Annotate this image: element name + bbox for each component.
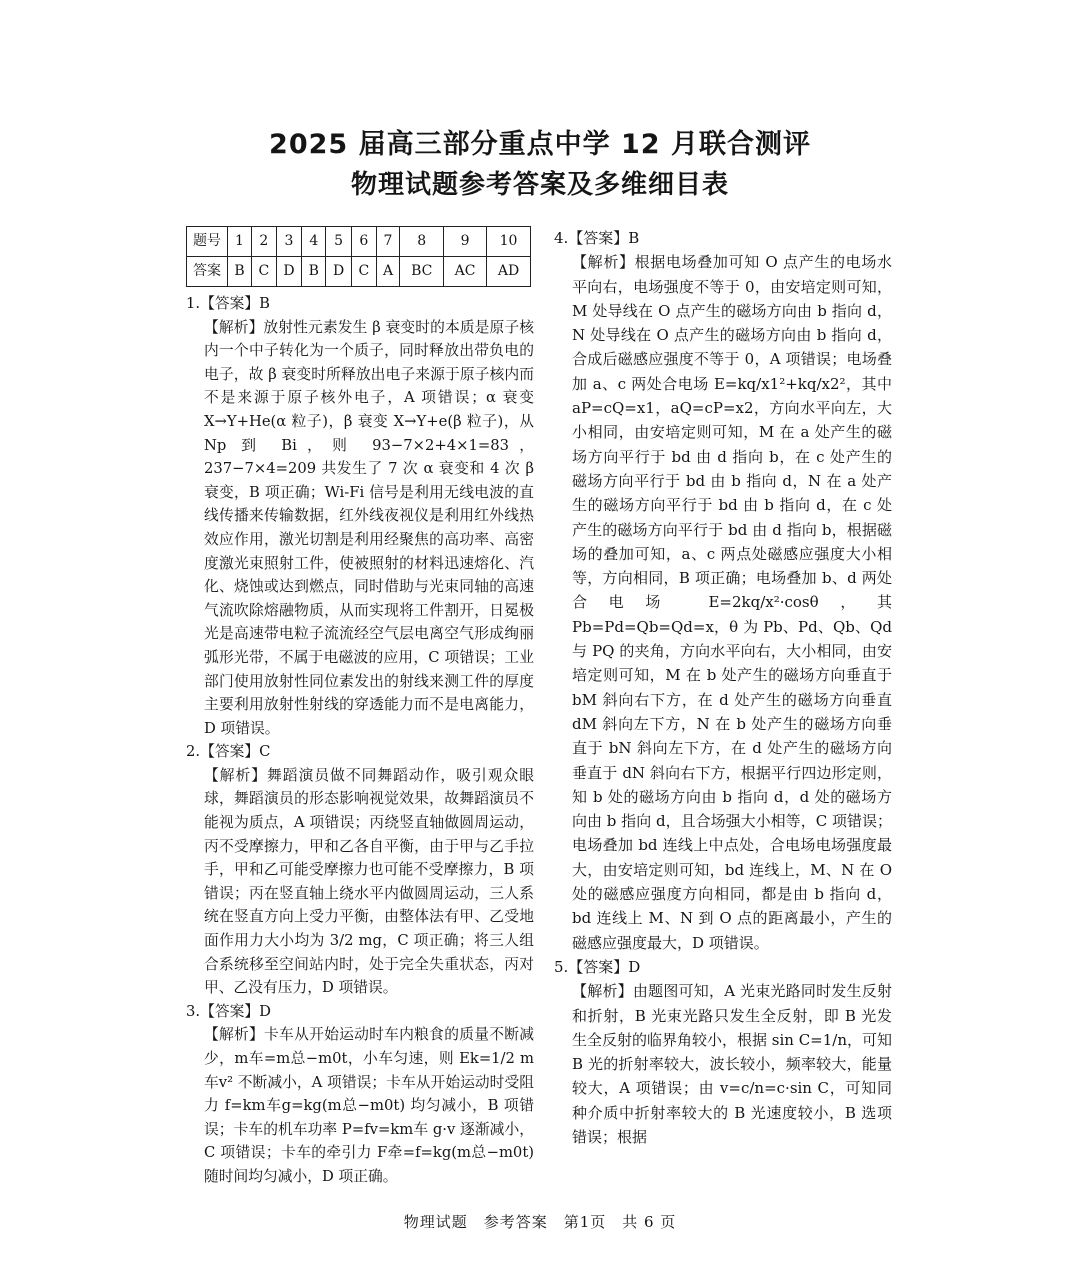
- answer-row: [187, 257, 531, 287]
- row-label: 题号: [187, 227, 228, 257]
- q1-answer: 1.【答案】B: [186, 295, 270, 312]
- left-column: [186, 226, 534, 1189]
- q-number: 10: [487, 227, 531, 257]
- answer-cell: D: [276, 257, 302, 287]
- answer-cell: A: [376, 257, 400, 287]
- q-number: 3: [276, 227, 302, 257]
- q2-answer: 2.【答案】C: [186, 743, 271, 761]
- answer-cell: B: [302, 257, 326, 287]
- q-number: 4: [302, 227, 326, 257]
- q4-analysis: 【解析】根据电场叠加可知 O 点产生的电场水平向右，电场强度不等于 0，由安培定则可知，M 处导线在 O 点产生的磁场方向由 b 指向 d，N 处导线在 O 点产生的磁场方向由 b 指向 d，合成后磁感应强度不等于 0，A 项错误；电场叠加 a、c 两处合电场 E=kq/x1²+kq/x2²，其中 aP=cQ=x1，aQ=cP=x2，方向水平向左，大小相同，由安培定则可知，M 在 a 处产生的磁场方向平行于 bd 由 d 指向 b，在 c 处产生的磁场方向平行于 bd 由 b 指向 d，N 在 a 处产生的磁场方向平行于 bd 由 b 指向 d，在 c 处产生的磁场方向平行于 bd 由 d 指向 b，根据磁场的叠加可知，a、c 两点处磁感应强度大小相等，方向相同，B 项正确；电场叠加 b、d 两处合电场 E=2kq/x²·cosθ，其 Pb=Pd=Qb=Qd=x，θ 为 Pb、Pd、Qb、Qd 与 PQ 的夹角，方向水平向右，大小相同，由安培定则可知，M 在 b 处产生的磁场方向垂直于 bM 斜向右下方，在 d 处产生的磁场方向垂直 dM 斜向左下方，N 在 b 处产生的磁场方向垂直于 bN 斜向左下方，在 d 处产生的磁场方向垂直于 dN 斜向右下方，根据平行四边形定则，知 b 处的磁场方向由 b 指向 d，d 处的磁场方向由 b 指向 d，且合场强大小相等，C 项错误；电场叠加 bd 连线上中点处，合电场电场强度最大，由安培定则可知，bd 连线上，M、N 在 O 处的磁感应强度方向相同，都是由 b 指向 d，bd 连线上 M、N 到 O 点的距离最小，产生的磁感应强度最大，D 项错误。: [572, 253, 892, 952]
- q3-answer: 3.【答案】D: [186, 1002, 271, 1020]
- right-column: [554, 226, 892, 1149]
- answer-cell: B: [228, 257, 252, 287]
- question-number-row: [187, 227, 531, 257]
- q-number: 1: [228, 227, 252, 257]
- q4-answer: 4.【答案】B: [554, 229, 640, 247]
- title-line-2: 物理试题参考答案及多维细目表: [350, 170, 729, 200]
- q2-analysis: 【解析】舞蹈演员做不同舞蹈动作，吸引观众眼球，舞蹈演员的形态影响视觉效果，故舞蹈演员不能视为质点，A 项错误；丙绕竖直轴做圆周运动，丙不受摩擦力，甲和乙各自平衡，由于甲与乙手拉手，甲和乙可能受摩擦力也可能不受摩擦力，B 项错误；丙在竖直轴上绕水平内做圆周运动，三人系统在竖直方向上受力平衡，由整体法有甲、乙受地面作用力大小均为 3/2 mg，C 项正确；将三人组合系统移至空间站内时，处于完全失重状态，丙对甲、乙没有压力，D 项错误。: [204, 766, 534, 997]
- q5-answer: 5.【答案】D: [554, 957, 641, 976]
- answer-cell: BC: [400, 257, 444, 287]
- answer-cell: C: [251, 257, 276, 287]
- answer-cell: AC: [444, 257, 487, 287]
- answer-cell: C: [351, 257, 376, 287]
- q-number: 6: [351, 227, 376, 257]
- page-footer: 物理试题 参考答案 第1页 共 6 页: [403, 1213, 677, 1231]
- answer-cell: AD: [487, 257, 531, 287]
- answer-table: [186, 226, 531, 287]
- q-number: 2: [251, 227, 276, 257]
- row-label: 答案: [187, 257, 228, 287]
- title-line-1: 2025 届高三部分重点中学 12 月联合测评: [269, 129, 811, 160]
- q1-analysis: 【解析】放射性元素发生 β 衰变时的本质是原子核内一个中子转化为一个质子，同时释放出带负电的电子，故 β 衰变时所释放出电子来源于原子核内而不是来源于原子核外电子，A 项错误；α 衰变 X→Y+He(α 粒子)，β 衰变 X→Y+e(β 粒子)，从 Np 到 Bi，则 93−7×2+4×1=83，237−7×4=209 共发生了 7 次 α 衰变和 4 次 β 衰变，B 项正确；Wi-Fi 信号是利用无线电波的直线传播来传输数据，红外线夜视仪是利用红外线热效应作用，激光切割是利用经聚焦的高功率、高密度激光束照射工件，使被照射的材料迅速熔化、汽化、烧蚀或达到燃点，同时借助与光束同轴的高速气流吹除熔融物质，从而实现将工件割开，日冕极光是高速带电粒子流流经空气层电离空气形成绚丽弧形光带，不属于电磁波的应用，C 项错误；工业部门使用放射性同位素发出的射线来测工件的厚度主要利用放射性射线的穿透能力而不是电离能力，D 项错误。: [204, 318, 534, 737]
- answer-cell: D: [326, 257, 352, 287]
- q-number: 7: [376, 227, 400, 257]
- q5-analysis: 【解析】由题图可知，A 光束光路同时发生反射和折射，B 光束光路只发生全反射，即 B 光发生全反射的临界角较小，根据 sin C=1/n，可知 B 光的折射率较大，波长较小，频率较大，能量较大，A 项错误；由 v=c/n=c·sin C，可知同种介质中折射率较大的 B 光速度较小，B 选项错误；根据: [572, 982, 892, 1146]
- q-number: 5: [326, 227, 352, 257]
- q-number: 9: [444, 227, 487, 257]
- q-number: 8: [400, 227, 444, 257]
- q3-analysis: 【解析】卡车从开始运动时车内粮食的质量不断减少，m车=m总−m0t，小车匀速，则 Ek=1/2 m车v² 不断减小，A 项错误；卡车从开始运动时受阻力 f=km车g=kg(m总−m0t) 均匀减小，B 项错误；卡车的机车功率 P=fv=km车 g·v 逐渐减小，C 项错误；卡车的牵引力 F牵=f=kg(m总−m0t) 随时间均匀减小，D 项正确。: [204, 1026, 534, 1185]
